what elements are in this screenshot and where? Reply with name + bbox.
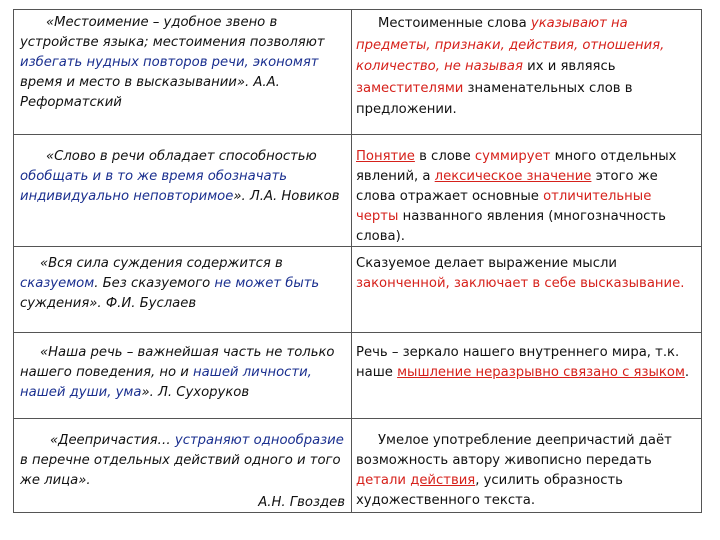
explanation-text: названного явления (многозначность слова). [356, 209, 666, 244]
explanation-text: знаменательных слов в предложении. [356, 80, 633, 117]
quote-highlight: сказуемом [20, 276, 95, 291]
quote-text: ». [141, 385, 158, 400]
quote-cell [14, 10, 351, 134]
quote-highlight: обобщать и в то же время обозначать индивидуально неповторимое [20, 169, 288, 204]
explanation-text: этого же слова отражает основные [356, 169, 658, 204]
quote-text: суждения». [20, 296, 106, 311]
explanation-text: их и являясь [522, 59, 616, 74]
quote-author: Л. Сухоруков [157, 385, 250, 400]
explanation-cell [352, 10, 701, 134]
quote-cell [14, 333, 351, 418]
explanation-highlight: лексическое значение [434, 169, 592, 184]
explanation-highlight: отличительные черты [356, 189, 652, 224]
quote-author: А.Н. Гвоздев [258, 495, 345, 510]
explanation-highlight: указывают на предметы, признаки, действия, отношения, количество, не называя [356, 16, 665, 74]
quote-author: Л.А. Новиков [249, 189, 340, 204]
quote-text: «Слово в речи обладает способностью [46, 149, 317, 164]
explanation-text: много отдельных явлений, а [356, 149, 677, 184]
quote-cell [14, 419, 351, 512]
quote-cell [14, 135, 351, 246]
explanation-text: Сказуемое делает выражение мысли [356, 256, 617, 271]
explanation-text: Умелое употребление деепричастий даёт возможность автору живописно передать [356, 433, 672, 468]
quote-text: «Вся сила суждения содержится в [40, 256, 283, 271]
quotes-table [13, 9, 702, 513]
table-row [14, 418, 701, 512]
explanation-highlight: действия [410, 473, 476, 488]
quote-text: «Деепричастия… [50, 433, 175, 448]
explanation-text: . [684, 365, 690, 380]
quote-text: время и место в высказывании». [20, 75, 254, 90]
explanation-highlight: мышление неразрывно связано с языком [397, 365, 685, 380]
quote-author: Ф.И. Буслаев [105, 296, 197, 311]
explanation-text: Речь – зеркало нашего внутреннего мира, т.к. наше [356, 345, 680, 380]
quote-highlight: избегать нудных повторов речи, экономят [20, 55, 319, 70]
explanation-highlight: законченной, заключает в себе высказывание. [356, 276, 685, 291]
explanation-text: Местоименные слова [378, 16, 531, 31]
quote-text: ». [233, 189, 250, 204]
explanation-text: в слове [414, 149, 475, 164]
explanation-cell [352, 419, 701, 512]
quote-highlight: нашей личности, нашей души, ума [20, 365, 312, 400]
table-row [14, 246, 701, 332]
quote-text: в перечне отдельных действий одного и того же лица». [20, 453, 341, 488]
quote-text: . Без сказуемого [94, 276, 215, 291]
table-row [14, 332, 701, 418]
explanation-highlight: Понятие [356, 149, 415, 164]
quote-author: А.А. Реформатский [20, 75, 280, 110]
explanation-text: , усилить образность художественного текста. [356, 473, 623, 508]
quote-cell [14, 247, 351, 332]
quote-text: «Наша речь – важнейшая часть не только нашего поведения, но и [20, 345, 335, 380]
explanation-cell [352, 333, 701, 418]
table-row [14, 134, 701, 246]
table-row [14, 10, 701, 134]
explanation-cell [352, 247, 701, 332]
quote-highlight: устраняют однообразие [174, 433, 344, 448]
explanation-highlight: заместителями [356, 80, 464, 96]
explanation-highlight: детали [356, 473, 406, 488]
explanation-highlight: суммирует [474, 149, 551, 164]
explanation-cell [352, 135, 701, 246]
quote-highlight: не может быть [214, 276, 320, 291]
quote-text: «Местоимение – удобное звено в устройстве языка; местоимения позволяют [20, 15, 325, 50]
